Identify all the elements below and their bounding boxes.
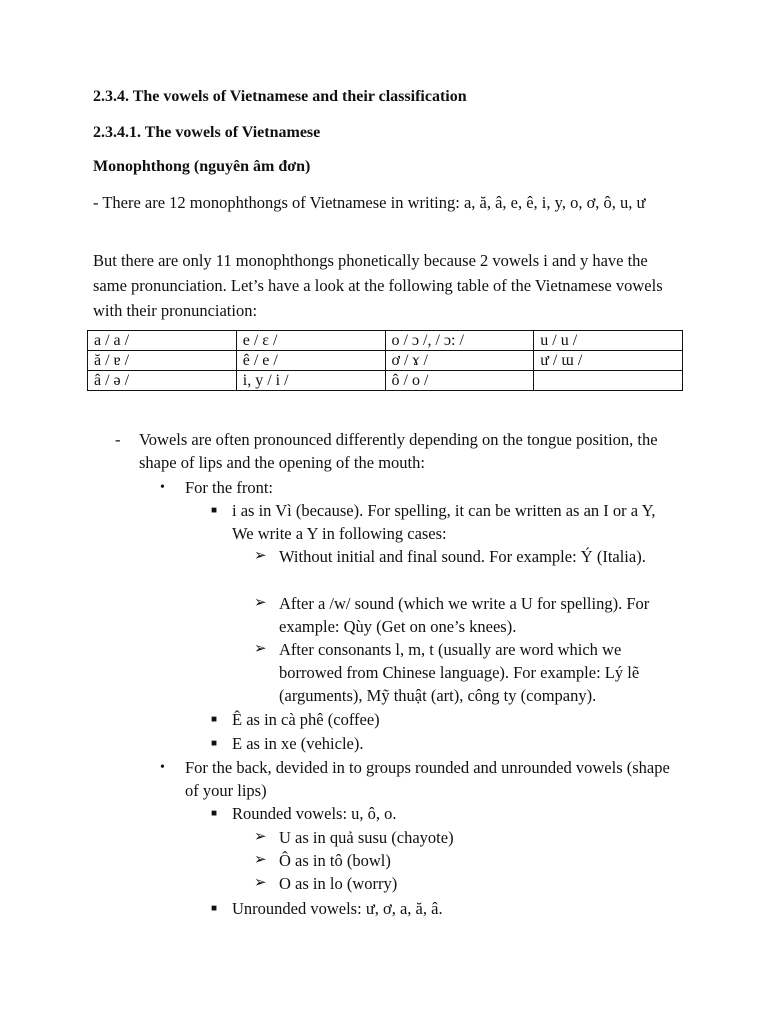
list-item-e-hat: Ê as in cà phê (coffee)	[232, 710, 380, 729]
list-item-rounded-o: O as in lo (worry)	[279, 874, 398, 893]
table-cell: e / ɛ /	[236, 331, 385, 351]
list-item-y-case-3: After consonants l, m, t (usually are word which we borrowed from Chinese language). For example: Lý lẽ (arguments), Mỹ thuật (art), công ty (company).	[279, 640, 640, 705]
monophthong-heading: Monophthong (nguyên âm đơn)	[93, 158, 311, 175]
list-item-rounded-o-hat: Ô as in tô (bowl)	[279, 851, 391, 870]
table-cell: ê / e /	[236, 351, 385, 371]
square-bullet: ■	[211, 738, 218, 749]
square-bullet: ■	[211, 505, 218, 516]
arrow-bullet: ➢	[254, 875, 267, 891]
paragraph-table-intro: But there are only 11 monophthongs phonetically because 2 vowels i and y have the same pronunciation. Let’s have a look at the following table of the Vietnamese vowels with their pronunciation:	[93, 251, 663, 320]
list-item-back: For the back, devided in to groups rounded and unrounded vowels (shape of your lips)	[185, 758, 670, 800]
table-cell	[534, 371, 683, 391]
table-cell: a / a /	[88, 331, 237, 351]
dot-bullet: •	[160, 480, 165, 495]
list-item-front: For the front:	[185, 478, 273, 497]
table-cell: ă / ɐ /	[88, 351, 237, 371]
list-item-unrounded: Unrounded vowels: ư, ơ, a, ă, â.	[232, 899, 443, 918]
list-item-vowel-pronunciation: Vowels are often pronounced differently depending on the tongue position, the shape of lips and the opening of the mouth:	[139, 430, 658, 472]
table-cell: o / ɔ /, / ɔ: /	[385, 331, 534, 351]
table-cell: ơ / ɤ /	[385, 351, 534, 371]
table-cell: â / ə /	[88, 371, 237, 391]
square-bullet: ■	[211, 808, 218, 819]
dash-bullet: -	[115, 430, 121, 449]
section-heading: 2.3.4. The vowels of Vietnamese and their classification	[93, 88, 467, 105]
list-item-e: E as in xe (vehicle).	[232, 734, 364, 753]
table-cell: ư / ɯ /	[534, 351, 683, 371]
arrow-bullet: ➢	[254, 829, 267, 845]
list-item-rounded-u: U as in quả susu (chayote)	[279, 828, 454, 847]
list-item-y-case-1: Without initial and final sound. For example: Ý (Italia).	[279, 547, 646, 566]
square-bullet: ■	[211, 903, 218, 914]
table-cell: u / u /	[534, 331, 683, 351]
table-cell: i, y / i /	[236, 371, 385, 391]
arrow-bullet: ➢	[254, 548, 267, 564]
arrow-bullet: ➢	[254, 595, 267, 611]
table-row	[88, 351, 683, 371]
table-row	[88, 371, 683, 391]
paragraph-monophthong-count: - There are 12 monophthongs of Vietnamese in writing: a, ă, â, e, ê, i, y, o, ơ, ô, u, ư	[93, 193, 646, 212]
arrow-bullet: ➢	[254, 641, 267, 657]
subsection-heading: 2.3.4.1. The vowels of Vietnamese	[93, 124, 321, 141]
square-bullet: ■	[211, 714, 218, 725]
list-item-rounded: Rounded vowels: u, ô, o.	[232, 804, 397, 823]
arrow-bullet: ➢	[254, 852, 267, 868]
table-row	[88, 331, 683, 351]
table-cell: ô / o /	[385, 371, 534, 391]
dot-bullet: •	[160, 760, 165, 775]
list-item-i: i as in Vì (because). For spelling, it can be written as an I or a Y, We write a Y in following cases:	[232, 501, 656, 543]
vowel-table	[87, 330, 683, 391]
list-item-y-case-2: After a /w/ sound (which we write a U for spelling). For example: Qùy (Get on one’s knees).	[279, 594, 650, 636]
